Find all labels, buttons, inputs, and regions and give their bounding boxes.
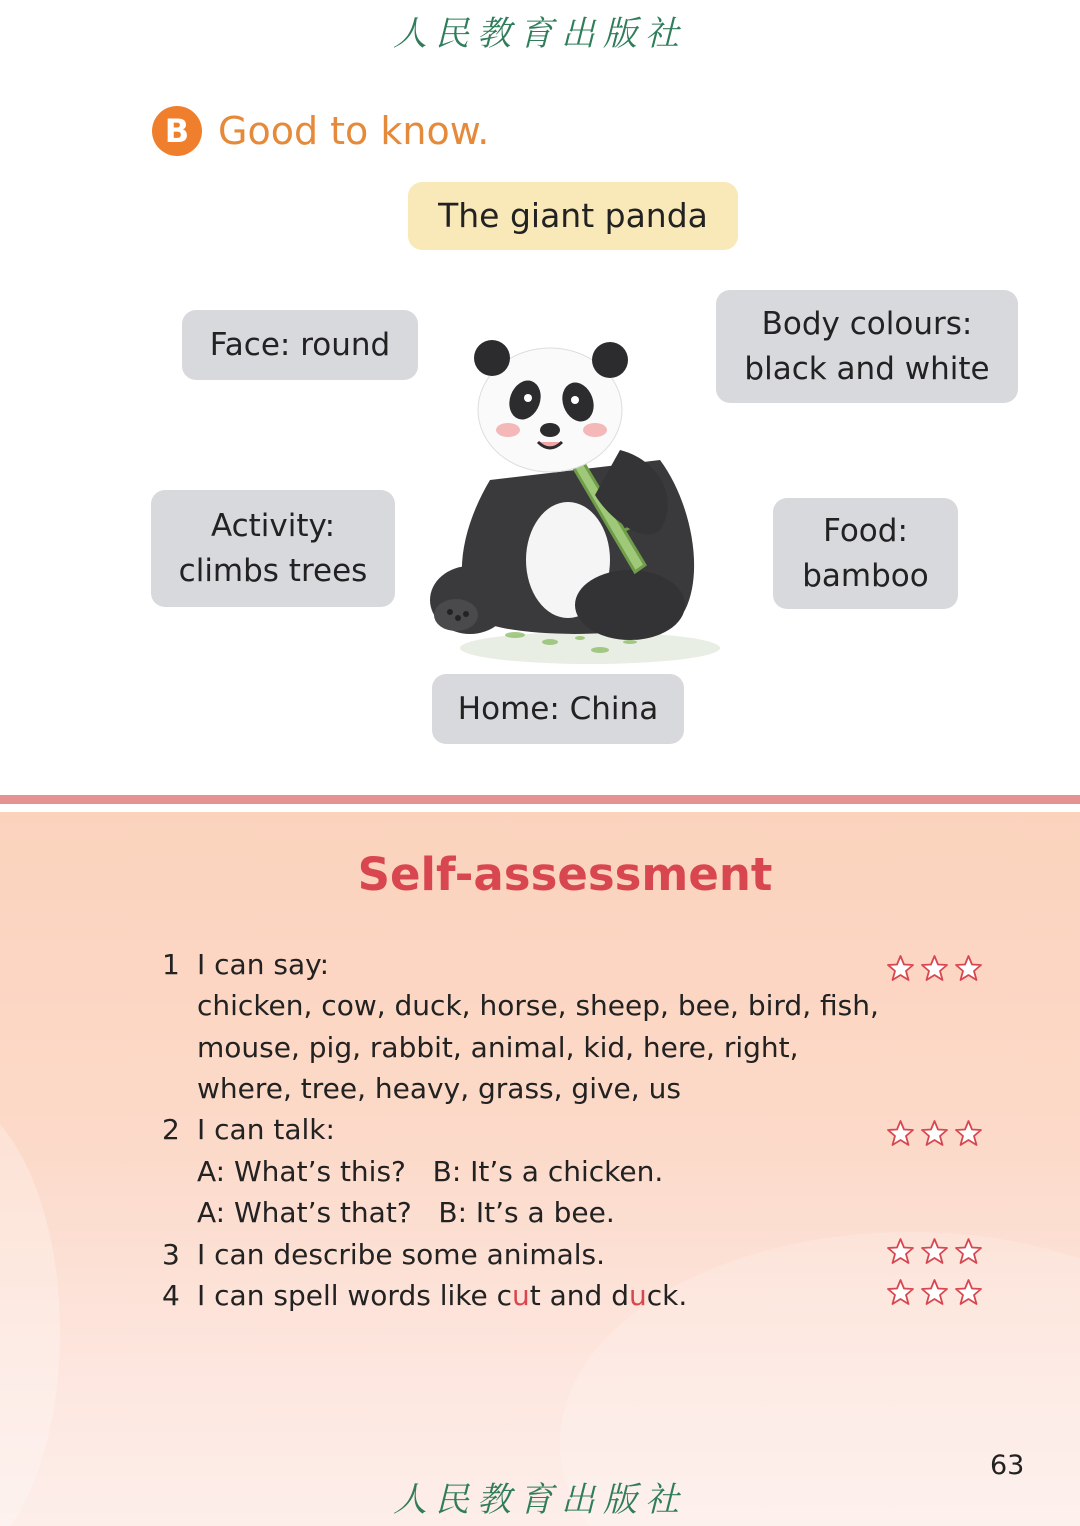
fact-body-line2: black and white [744,350,990,387]
item-line: I can describe some animals. [197,1238,606,1271]
star-icon[interactable] [886,954,915,983]
fact-body-colours [716,290,1018,403]
item-line: mouse, pig, rabbit, animal, kid, here, right, [197,1031,799,1064]
star-icon[interactable] [954,1119,983,1148]
section-badge: B [152,106,202,156]
topic-title: The giant panda [408,182,738,250]
item-number: 4 [162,1279,180,1312]
panda-illustration [420,330,740,670]
item-line: I can say: [197,948,330,981]
item-line [197,1278,687,1314]
text-part: ck. [646,1279,688,1312]
fact-food-line2: bamboo [802,557,929,594]
star-icon[interactable] [954,954,983,983]
star-icon[interactable] [920,954,949,983]
star-icon[interactable] [886,1278,915,1307]
star-rating-1[interactable] [886,954,986,984]
fact-activity-line1: Activity: [210,507,336,544]
fact-activity-line2: climbs trees [178,552,368,589]
star-icon[interactable] [920,1237,949,1266]
fact-face-text: Face: round [209,326,391,363]
item-number: 1 [162,948,180,981]
item-number: 3 [162,1238,180,1271]
decor-blob [0,1092,60,1526]
item-line: where, tree, heavy, grass, give, us [197,1072,681,1105]
publisher-logo-top: 人民教育出版社 [393,14,687,54]
section-title: Good to know. [218,109,490,153]
publisher-logo-bottom: 人民教育出版社 [393,1480,687,1520]
fact-food-line1: Food: [823,512,908,549]
page-number: 63 [990,1450,1025,1481]
star-rating-3[interactable] [886,1237,986,1267]
text-part: t and d [529,1279,629,1312]
fact-body-line1: Body colours: [761,305,973,342]
text-part: I can spell words like c [197,1279,513,1312]
star-icon[interactable] [886,1119,915,1148]
fact-face [182,310,418,380]
fact-food [773,498,958,609]
fact-activity [151,490,395,607]
section-divider [0,795,1080,804]
star-icon[interactable] [954,1278,983,1307]
star-rating-2[interactable] [886,1119,986,1149]
star-icon[interactable] [920,1278,949,1307]
star-icon[interactable] [920,1119,949,1148]
self-assessment-title: Self-assessment [357,848,773,901]
highlight-letter: u [629,1279,647,1312]
star-icon[interactable] [886,1237,915,1266]
item-number: 2 [162,1113,180,1146]
star-rating-4[interactable] [886,1278,986,1308]
item-line: chicken, cow, duck, horse, sheep, bee, bird, fish, [197,989,879,1022]
highlight-letter: u [512,1279,530,1312]
fact-home-text: Home: China [457,690,659,727]
item-line: A: What’s that? B: It’s a bee. [197,1196,615,1229]
fact-home [432,674,684,744]
star-icon[interactable] [954,1237,983,1266]
item-line: A: What’s this? B: It’s a chicken. [197,1155,664,1188]
item-line: I can talk: [197,1113,335,1146]
